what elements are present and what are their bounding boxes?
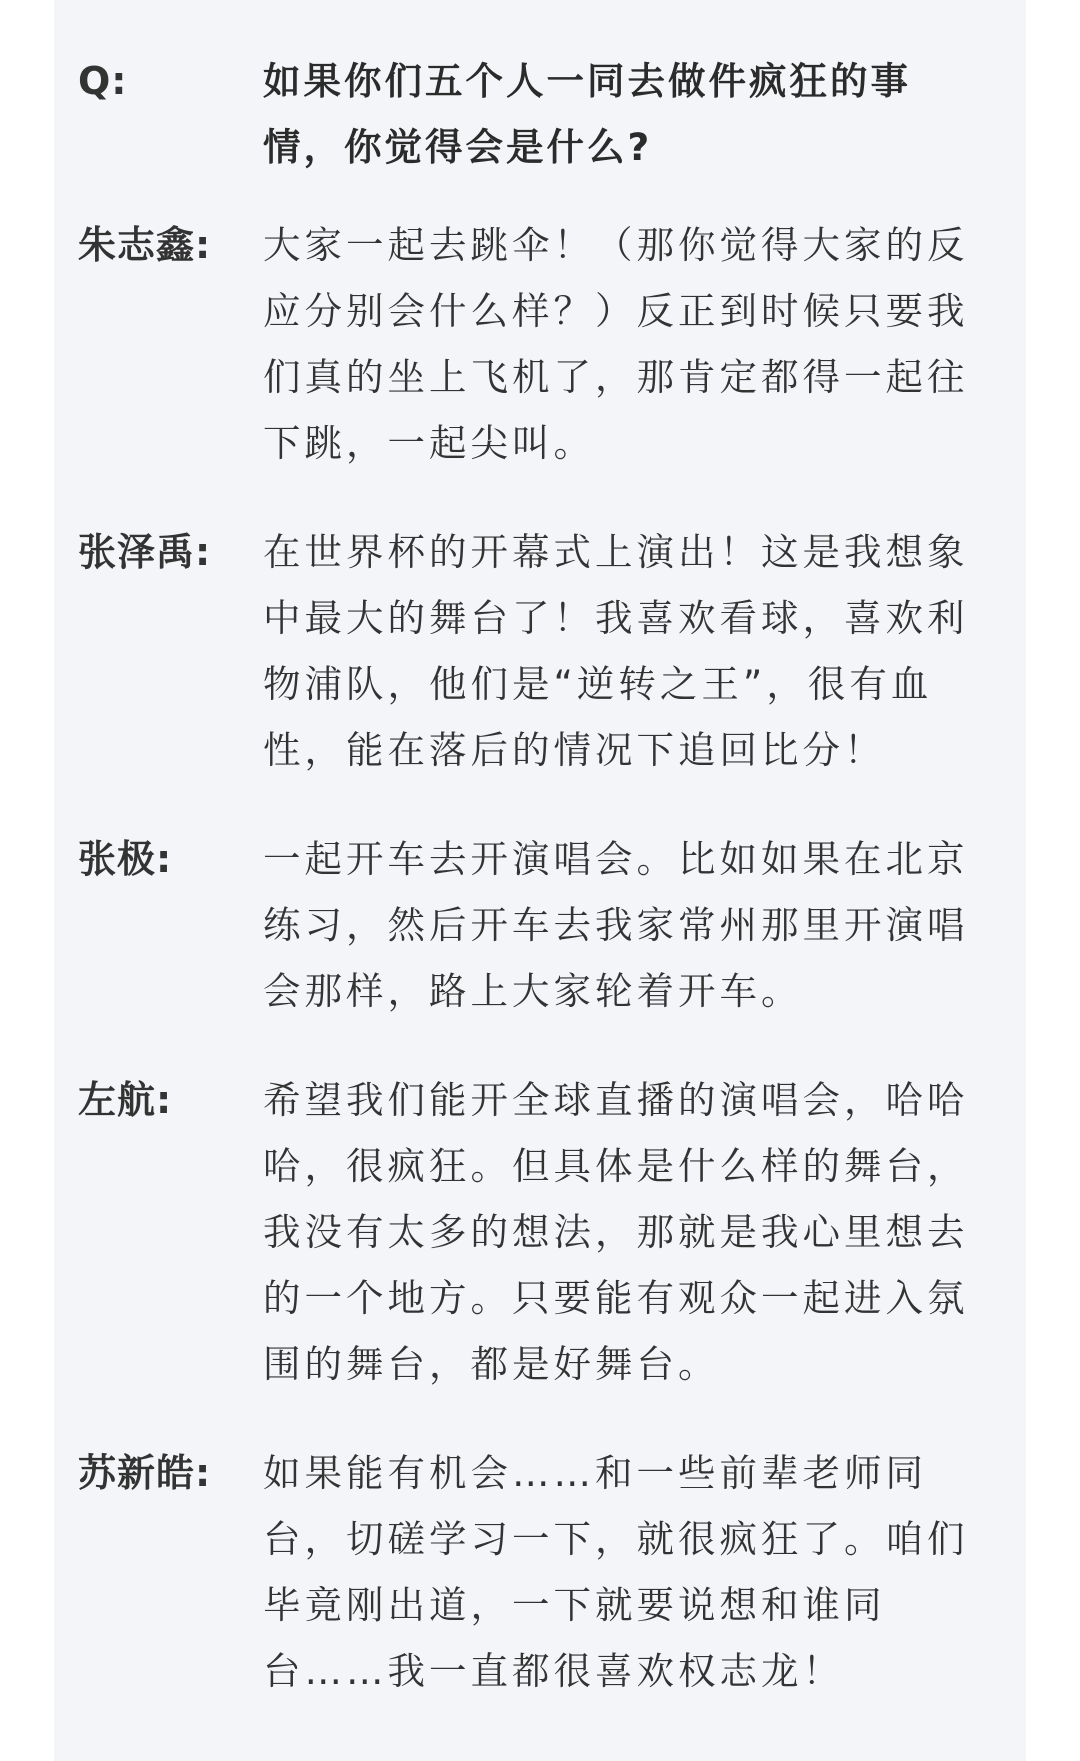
answer-text: 希望我们能开全球直播的演唱会，哈哈哈，很疯狂。但具体是什么样的舞台，我没有太多的想法，那就是我心里想去的一个地方。只要能有观众一起进入氛围的舞台，都是好舞台。 <box>263 1078 969 1386</box>
speaker-name: 苏新皓: <box>78 1451 212 1495</box>
interview-qa-list <box>78 48 978 1704</box>
answer-row <box>78 212 978 476</box>
speaker-name: 张泽禹: <box>78 530 212 574</box>
answer-text: 大家一起去跳伞！（那你觉得大家的反应分别会什么样？）反正到时候只要我们真的坐上飞机了，那肯定都得一起往下跳，一起尖叫。 <box>263 223 969 465</box>
speaker-name: 左航: <box>78 1078 173 1122</box>
speaker-name: 张极: <box>78 837 173 881</box>
answer-text: 如果能有机会……和一些前辈老师同台，切磋学习一下，就很疯狂了。咱们毕竟刚出道，一下就要说想和谁同台……我一直都很喜欢权志龙！ <box>263 1451 969 1693</box>
question-row <box>78 48 978 180</box>
question-text: 如果你们五个人一同去做件疯狂的事情，你觉得会是什么? <box>263 59 911 169</box>
answer-text: 一起开车去开演唱会。比如如果在北京练习，然后开车去我家常州那里开演唱会那样，路上大家轮着开车。 <box>263 837 969 1013</box>
answer-row <box>78 1067 978 1397</box>
answer-text: 在世界杯的开幕式上演出！这是我想象中最大的舞台了！我喜欢看球，喜欢利物浦队，他们是“逆转之王”，很有血性，能在落后的情况下追回比分！ <box>263 530 969 772</box>
speaker-name: 朱志鑫: <box>78 223 212 267</box>
answer-row <box>78 1440 978 1704</box>
question-label: Q: <box>78 59 128 103</box>
answer-row <box>78 826 978 1024</box>
answer-row <box>78 519 978 783</box>
